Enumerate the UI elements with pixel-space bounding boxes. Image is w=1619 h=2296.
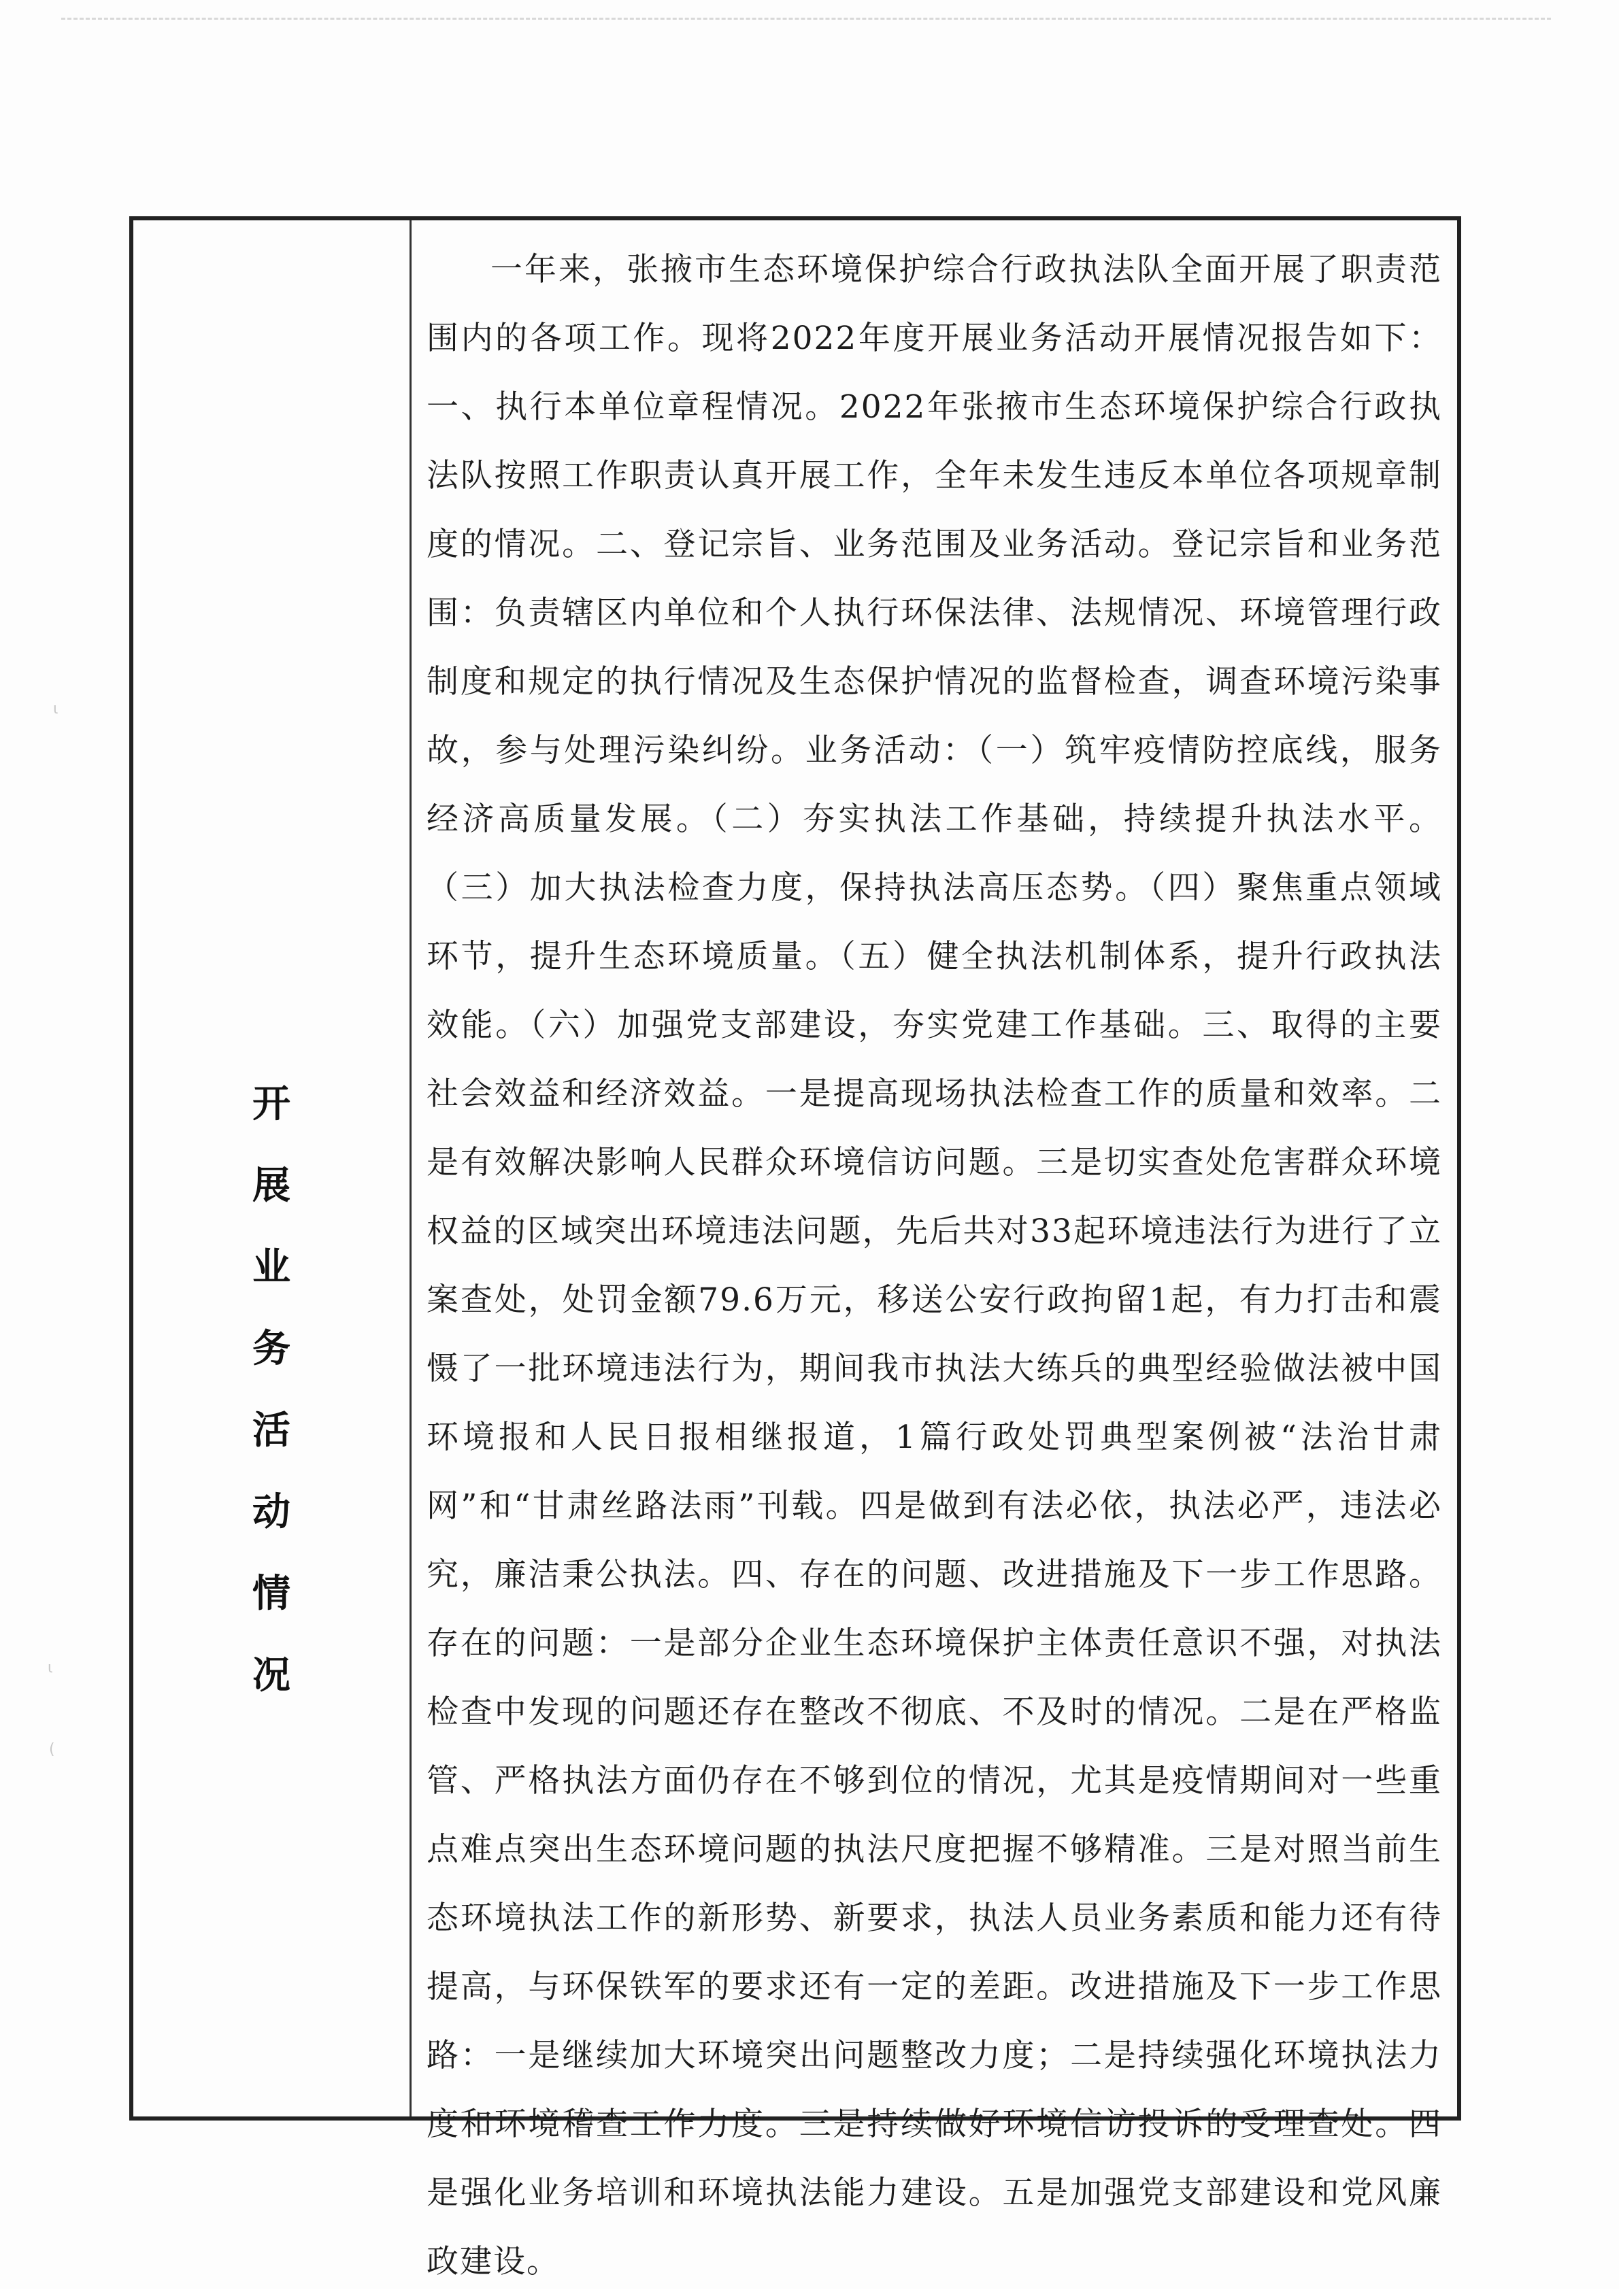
row-label-char: 情 — [252, 1572, 290, 1616]
row-label-char: 务 — [252, 1327, 290, 1371]
row-label-char: 动 — [252, 1490, 290, 1534]
content-cell — [412, 220, 1457, 2280]
row-label — [133, 1064, 410, 1717]
row-label-char: 展 — [252, 1164, 290, 1208]
scan-speck: ι — [48, 1659, 53, 1676]
activity-report-table — [129, 216, 1461, 2280]
row-label-char: 活 — [252, 1408, 290, 1453]
row-label-char: 况 — [252, 1653, 290, 1698]
row-label-char: 开 — [252, 1082, 290, 1126]
report-body-text: 一年来，张掖市生态环境保护综合行政执法队全面开展了职责范围内的各项工作。现将2022年度开展业务活动开展情况报告如下：一、执行本单位章程情况。2022年张掖市生态环境保护综合行政执法队按照工作职责认真开展工作，全年未发生违反本单位各项规章制度的情况。二、登记宗旨、业务范围及业务活动。登记宗旨和业务范围：负责辖区内单位和个人执行环保法律、法规情况、环境管理行政制度和规定的执行情况及生态保护情况的监督检查，调查环境污染事故，参与处理污染纠纷。业务活动：（一）筑牢疫情防控底线，服务经济高质量发展。（二）夯实执法工作基础，持续提升执法水平。（三）加大执法检查力度，保持执法高压态势。（四）聚焦重点领域环节，提升生态环境质量。（五）健全执法机制体系，提升行政执法效能。（六）加强党支部建设，夯实党建工作基础。三、取得的主要社会效益和经济效益。一是提高现场执法检查工作的质量和效率。二是有效解决影响人民群众环境信访问题。三是切实查处危害群众环境权益的区域突出环境违法问题，先后共对33起环境违法行为进行了立案查处，处罚金额79.6万元，移送公安行政拘留1起，有力打击和震慑了一批环境违法行为，期间我市执法大练兵的典型经验做法被中国环境报和人民日报相继报道，1篇行政处罚典型案例被“法治甘肃网”和“甘肃丝路法雨”刊载。四是做到有法必依，执法必严，违法必究，廉洁秉公执法。四、存在的问题、改进措施及下一步工作思路。存在的问题：一是部分企业生态环境保护主体责任意识不强，对执法检查中发现的问题还存在整改不彻底、不及时的情况。二是在严格监管、严格执法方面仍存在不够到位的情况，尤其是疫情期间对一些重点难点突出生态环境问题的执法尺度把握不够精准。三是对照当前生态环境执法工作的新形势、新要求，执法人员业务素质和能力还有待提高，与环保铁军的要求还有一定的差距。改进措施及下一步工作思路：一是继续加大环境突出问题整改力度；二是持续强化环境执法力度和环境稽查工作力度。三是持续做好环境信访投诉的受理查处。四是强化业务培训和环境执法能力建设。五是加强党支部建设和党风廉政建设。 — [427, 251, 1442, 2280]
row-label-char: 业 — [252, 1245, 290, 1289]
label-cell — [133, 220, 410, 2116]
scan-speck: ( — [49, 1741, 55, 1758]
scan-speck: ι — [53, 700, 59, 718]
scan-edge-mark — [61, 18, 1551, 20]
